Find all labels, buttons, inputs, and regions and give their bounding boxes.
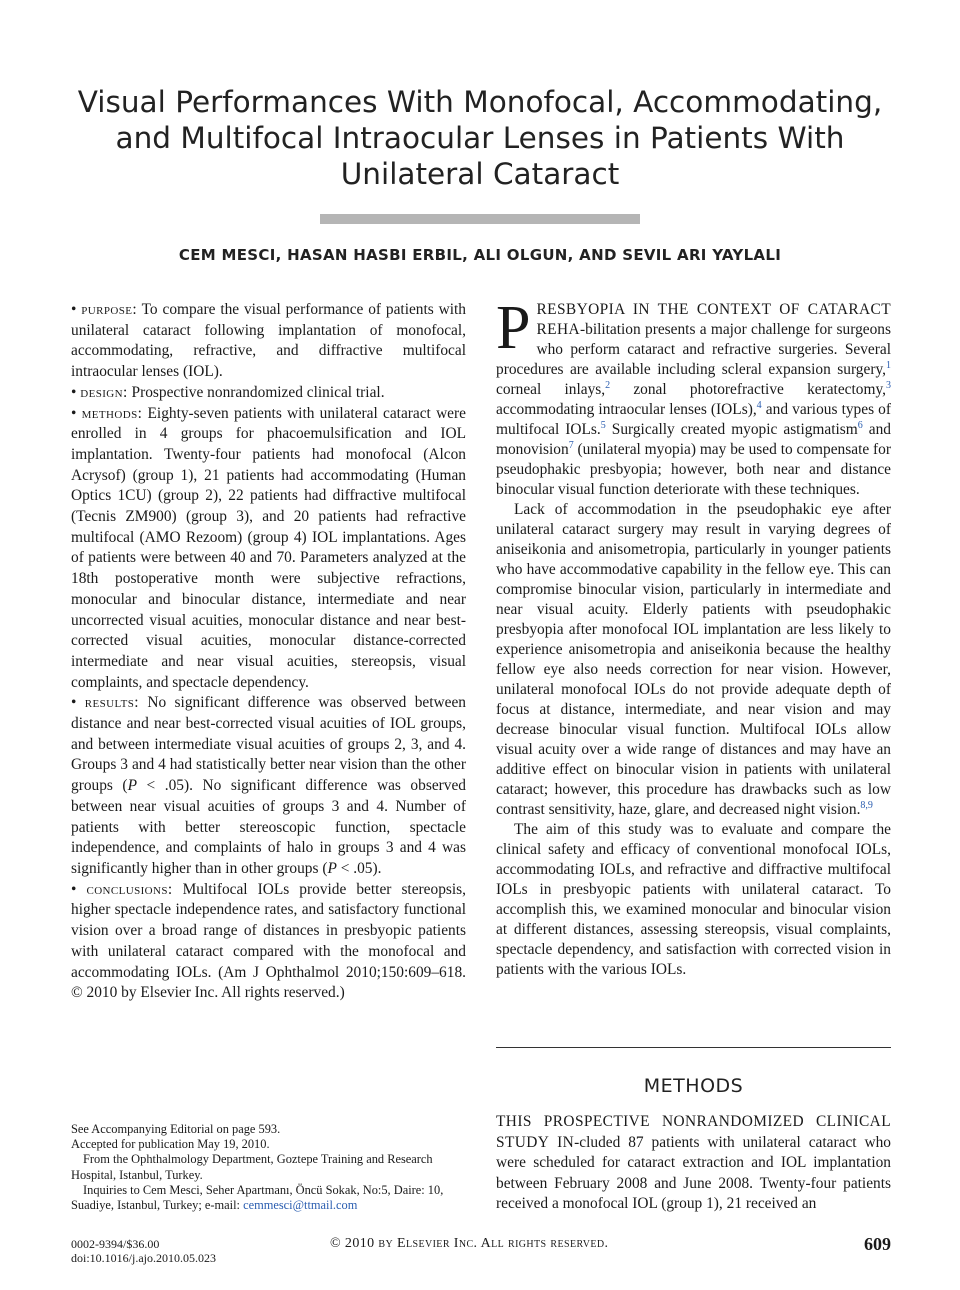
intro-text: and various types of multifocal IOLs. [496,401,891,438]
drop-cap: P [496,294,531,362]
reference-link[interactable]: 1 [886,359,891,371]
methods-lead-in: THIS PROSPECTIVE NONRANDOMIZED CLINICAL STUDY IN [496,1113,891,1151]
results-text-c: < .05). [336,859,382,877]
purpose-text: To compare the visual performance of patients with unilateral cataract following implantation of monofocal, accommodating, refractive, and diffractive multifocal intraocular lenses (IOL). [71,301,466,381]
intro-lead-in: RESBYOPIA IN THE CONTEXT OF CATARACT REHA [536,301,891,338]
issn: 0002-9394/$36.00 [71,1237,160,1251]
footnote-inquiries [71,1183,466,1213]
methods-text: Eighty-seven patients with unilateral cataract were enrolled in 4 groups for phacoemulsification and IOL implantation. Twenty-four patients had monofocal (Alcon Acrysof) (group 1), 21 patients had accommodating (Human Optics 1CU) (group 2), 22 patients had diffractive multifocal (Tecnis ZM900) (group 3), and 20 patients had refractive multifocal (AMO Rezoom) (group 4) IOL implantations. Ages of patients were between 40 and 70. Parameters analyzed at the 18th postoperative month were subjective refractions, monocular and binocular distance, intermediate and near uncorrected visual acuities, monocular distance and near best-corrected visual acuities, monocular distance-corrected intermediate and near visual acuities, stereopsis, visual complaints, and spectacle dependency. [71,404,466,691]
title-line-1: Visual Performances With Monofocal, Accommodating, [77,85,883,119]
bullet: • [71,301,77,318]
intro-text: bilitation presents a major challenge for surgeons who perform cataract and refractive surgeries. Several procedures are available including scleral expansion surgery, [496,321,891,378]
reference-link[interactable]: 2 [605,379,611,391]
title-divider-bar [320,214,640,224]
design-text: Prospective nonrandomized clinical trial. [131,383,385,401]
results-text-b: < .05). No significant difference was observed between near visual acuities of groups 3 and 4. Number of patients with better stereoscopic function, spectacle independence, and complaints of halo in groups 3 and 4 was significantly higher than in other groups ( [71,777,466,877]
bullet: • [71,694,77,712]
inquiries-text: Inquiries to Cem Mesci, Seher Apartmanı, Öncü Sokak, No:5, Daire: 10, Suadiye, Istanbul, Turkey; e-mail: [71,1182,444,1213]
abstract [71,300,466,1004]
results-text-a: No significant difference was observed between distance and near best-corrected visual acuities of IOL groups, and between intermediate visual acuities of groups 2, 3, and 4. Groups 3 and 4 had statistically better near vision than the other groups ( [71,694,466,795]
footnote-accepted: Accepted for publication May 19, 2010. [71,1137,270,1152]
design-label: design: [80,383,128,401]
intro-text: accommodating intraocular lenses (IOLs), [496,401,757,418]
abstract-results [71,693,466,879]
methods-paragraph: THIS PROSPECTIVE NONRANDOMIZED CLINICAL STUDY IN-cluded 87 patients with unilateral cataract who were scheduled for cataract extraction and IOL implantation between February 2008 and June 2008. Twenty-four patients received a monofocal IOL (group 1), 21 received an [496,1113,891,1212]
conclusions-label: conclusions: [86,880,173,898]
footnote-affiliation: From the Ophthalmology Department, Goztepe Training and Research Hospital, Istanbul, Turkey. [71,1152,433,1182]
methods-section [496,1112,891,1215]
title-line-2: and Multifocal Intraocular Lenses in Patients With [115,121,845,155]
p-value-symbol: P [127,777,137,795]
intro-text: (unilateral myopia) may be used to compensate for pseudophakic presbyopia; however, both near and distance binocular visual function deteriorate with these techniques. [496,441,891,498]
methods-heading: METHODS [643,1075,744,1097]
author-list: CEM MESCI, HASAN HASBI ERBIL, ALI OLGUN, AND SEVIL ARI YAYLALI [178,246,782,264]
bullet: • [71,404,77,422]
results-label: results: [84,694,139,712]
conclusions-text: Multifocal IOLs provide better stereopsis, higher spectacle independence rates, and satisfactory functional vision over a broad range of distances in presbyopic patients with unilateral cataract compared with the monofocal and accommodating IOLs. [71,880,466,981]
article-title [40,84,920,192]
bullet: • [71,383,77,401]
intro-paragraph-1: PRESBYOPIA IN THE CONTEXT OF CATARACT REHA-bilitation presents a major challenge for surgeons who perform cataract and refractive surgeries. Several procedures are available including scleral expansion surgery,$^1$ corneal inlays,$^2$ zonal photorefractive keratectomy,$^3$ accommodating intraocular lenses (IOLs),$^4$ and various types of multifocal IOLs.$^5$ Surgically created myopic astigmatism$^6$ and monovision$^7$ (unilateral myopia) may be used to compensate for pseudophakic presbyopia; however, both near and distance binocular visual function deteriorate with these techniques. [496,294,891,498]
doi: doi:10.1016/j.ajo.2010.05.023 [71,1251,216,1265]
intro-text: zonal photorefractive keratectomy, [610,381,886,398]
intro-text: Lack of accommodation in the pseudophakic eye after unilateral cataract surgery may result in varying degrees of aniseikonia and anisometropia, particularly in younger patients who have accommodative capability in the fellow eye. This can compromise binocular vision, particularly in intermediate and near visual acuity. Elderly patients with pseudophakic presbyopia after monofocal IOL implantation are less likely to experience anisometropia and aniseikonia because the healthy fellow eye also needs correction for near vision. However, unilateral monofocal IOLs do not provide adequate depth of focus at distance, intermediate, and near vision and may decrease binocular visual function. Multifocal IOLs allow visual acuity over a wide range of distances and may have an additive effect on binocular vision in patients with unilateral cataract; however, this procedure has drawbacks such as low contrast sensitivity, haze, glare, and decreased night vision. [496,501,891,818]
page-footer-ids [71,1237,216,1265]
introduction [496,294,891,980]
intro-text: corneal inlays, [496,381,606,398]
intro-paragraph-3: The aim of this study was to evaluate and compare the clinical safety and efficacy of conventional monofocal IOLs, accommodating IOLs, and refractive and diffractive multifocal IOLs in presbyopic patients with unilateral cataract. To accomplish this, we examined monocular and binocular vision at different distances, assessing stereopsis, visual complaints, spectacle dependency, and satisfaction with corrected vision in patients with the various IOLs. [496,821,891,978]
p-value-symbol: P [327,859,337,877]
abstract-design [71,383,466,404]
intro-text: and monovision [496,421,891,458]
reference-link[interactable]: 7 [568,439,574,451]
section-divider [496,1047,891,1048]
reference-link[interactable]: 3 [885,379,891,391]
footnote-editorial: See Accompanying Editorial on page 593. [71,1122,281,1136]
methods-label: methods: [81,404,143,422]
methods-text: cluded 87 patients with unilateral cataract who were scheduled for cataract extraction and IOL implantation between February 2008 and June 2008. Twenty-four patients received a monofocal IOL (group 1), 21 received an [496,1133,891,1212]
copyright-line: © 2010 by Elsevier Inc. All rights reserved. [330,1236,609,1251]
purpose-label: purpose: [81,301,138,318]
footnotes [71,1122,466,1213]
abstract-purpose [71,300,466,383]
reference-link[interactable]: 4 [756,399,762,411]
intro-paragraph-2 [496,500,891,820]
intro-text: Surgically created myopic astigmatism [605,421,858,438]
abstract-conclusions [71,880,466,1004]
title-line-3: Unilateral Cataract [340,157,620,191]
reference-link[interactable]: 6 [857,419,863,431]
email-link[interactable]: cemmesci@ttmail.com [243,1198,358,1213]
reference-link[interactable]: 8,9 [860,799,873,811]
page-number: 609 [864,1234,891,1254]
abstract-citation: (Am J Ophthalmol 2010;150:609–618. © 2010 by Elsevier Inc. All rights reserved.) [71,963,466,1002]
reference-link[interactable]: 5 [600,419,606,431]
bullet: • [71,880,77,898]
abstract-methods [71,404,466,694]
